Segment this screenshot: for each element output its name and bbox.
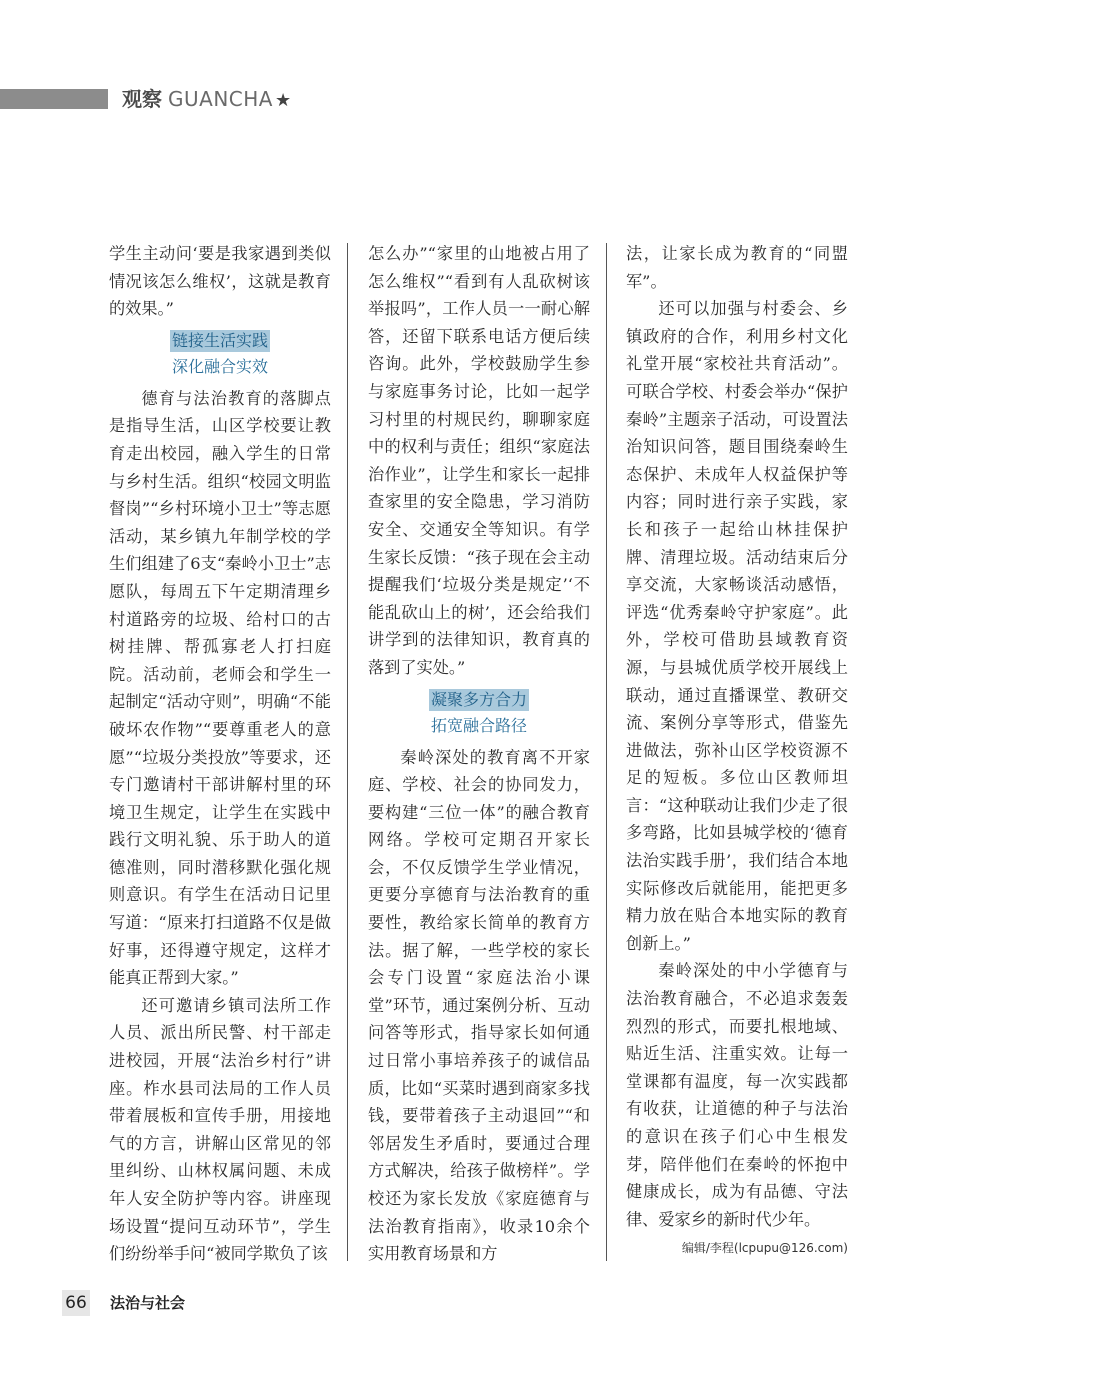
magazine-name: 法治与社会 xyxy=(110,1294,186,1312)
article-column-1 xyxy=(109,240,331,1270)
column-divider xyxy=(347,243,348,1261)
column-divider xyxy=(606,243,607,1261)
paragraph: 还可以加强与村委会、乡镇政府的合作，利用乡村文化礼堂开展“家校社共育活动”。可联合学校、村委会举办“保护秦岭”主题亲子活动，可设置法治知识问答，题目围绕秦岭生态保护、未成年人权益保护等内容；同时进行亲子实践，家长和孩子一起给山林挂保护牌、清理垃圾。活动结束后分享交流，大家畅谈活动感悟，评选“优秀秦岭守护家庭”。此外，学校可借助县域教育资源，与县城优质学校开展线上联动，通过直播课堂、教研交流、案例分享等形式，借鉴先进做法，弥补山区学校资源不足的短板。多位山区教师坦言：“这种联动让我们少走了很多弯路，比如县城学校的‘德育法治实践手册’，我们结合本地实际修改后就能用，能把更多精力放在贴合本地实际的教育创新上。” xyxy=(626,299,848,953)
star-icon: ★ xyxy=(274,90,292,111)
subheading-highlight: 链接生活实践 xyxy=(171,330,268,350)
paragraph: 法，让家长成为教育的“同盟军”。 xyxy=(626,244,848,291)
editor-credit: 编辑/李程(lcpupu@126.com) xyxy=(681,1241,848,1256)
paragraph: 德育与法治教育的落脚点是指导生活，山区学校要让教育走出校园，融入学生的日常与乡村生活。组织“校园文明监督岗”“乡村环境小卫士”等志愿活动，某乡镇九年制学校的学生们组建了6支“秦岭小卫士”志愿队，每周五下午定期清理乡村道路旁的垃圾、给村口的古树挂牌、帮孤寡老人打扫庭院。活动前，老师会和学生一起制定“活动守则”，明确“不能破坏农作物”“要尊重老人的意愿”“垃圾分类投放”等要求，还专门邀请村干部讲解村里的环境卫生规定，让学生在实践中践行文明礼貌、乐于助人的道德准则，同时潜移默化强化规则意识。有学生在活动日记里写道：“原来打扫道路不仅是做好事，还得遵守规定，这样才能真正帮到大家。” xyxy=(109,388,331,988)
article-column-3 xyxy=(626,240,848,1270)
paragraph: 还可邀请乡镇司法所工作人员、派出所民警、村干部走进校园，开展“法治乡村行”讲座。柞水县司法局的工作人员带着展板和宣传手册，用接地气的方言，讲解山区常见的邻里纠纷、山林权属问题、未成年人安全防护等内容。讲座现场设置“提问互动环节”，学生们纷纷举手问“被同学欺负了该 xyxy=(109,995,331,1264)
paragraph: 怎么办”“家里的山地被占用了怎么维权”“看到有人乱砍树该举报吗”，工作人员一一耐心解答，还留下联系电话方便后续咨询。此外，学校鼓励学生参与家庭事务讨论，比如一起学习村里的村规民约，聊聊家庭中的权利与责任；组织“家庭法治作业”，让学生和家长一起排查家里的安全隐患，学习消防安全、交通安全等知识。有学生家长反馈：“孩子现在会主动提醒我们‘垃圾分类是规定’‘不能乱砍山上的树’，还会给我们讲学到的法律知识，教育真的落到了实处。” xyxy=(368,244,590,677)
subheading xyxy=(368,686,590,738)
subheading-line: 拓宽融合路径 xyxy=(430,715,527,735)
paragraph: 秦岭深处的教育离不开家庭、学校、社会的协同发力，要构建“三位一体”的融合教育网络。学校可定期召开家长会，不仅反馈学生学业情况，更要分享德育与法治教育的重要性，教给家长简单的教育方法。据了解，一些学校的家长会专门设置“家庭法治小课堂”环节，通过案例分析、互动问答等形式，指导家长如何通过日常小事培养孩子的诚信品质，比如“买菜时遇到商家多找钱，要带着孩子主动退回”“和邻居发生矛盾时，要通过合理方式解决，给孩子做榜样”。学校还为家长发放《家庭德育与法治教育指南》，收录10余个实用教育场景和方 xyxy=(368,747,590,1264)
subheading-line: 深化融合实效 xyxy=(171,356,268,376)
page-number: 66 xyxy=(65,1293,87,1313)
paragraph: 学生主动问‘要是我家遇到类似情况该怎么维权’，这就是教育的效果。” xyxy=(109,244,331,319)
section-title-en: GUANCHA xyxy=(168,87,273,111)
subheading-highlight: 凝聚多方合力 xyxy=(430,689,527,709)
section-header xyxy=(122,84,291,114)
article-column-2 xyxy=(368,240,590,1270)
subheading xyxy=(109,327,331,379)
paragraph: 秦岭深处的中小学德育与法治教育融合，不必追求轰轰烈烈的形式，而要扎根地域、贴近生活、注重实效。让每一堂课都有温度，每一次实践都有收获，让道德的种子与法治的意识在孩子们心中生根发芽，陪伴他们在秦岭的怀抱中健康成长，成为有品德、守法律、爱家乡的新时代少年。 xyxy=(626,961,848,1229)
section-title-cn: 观察 xyxy=(122,87,162,111)
header-bar xyxy=(0,89,108,109)
